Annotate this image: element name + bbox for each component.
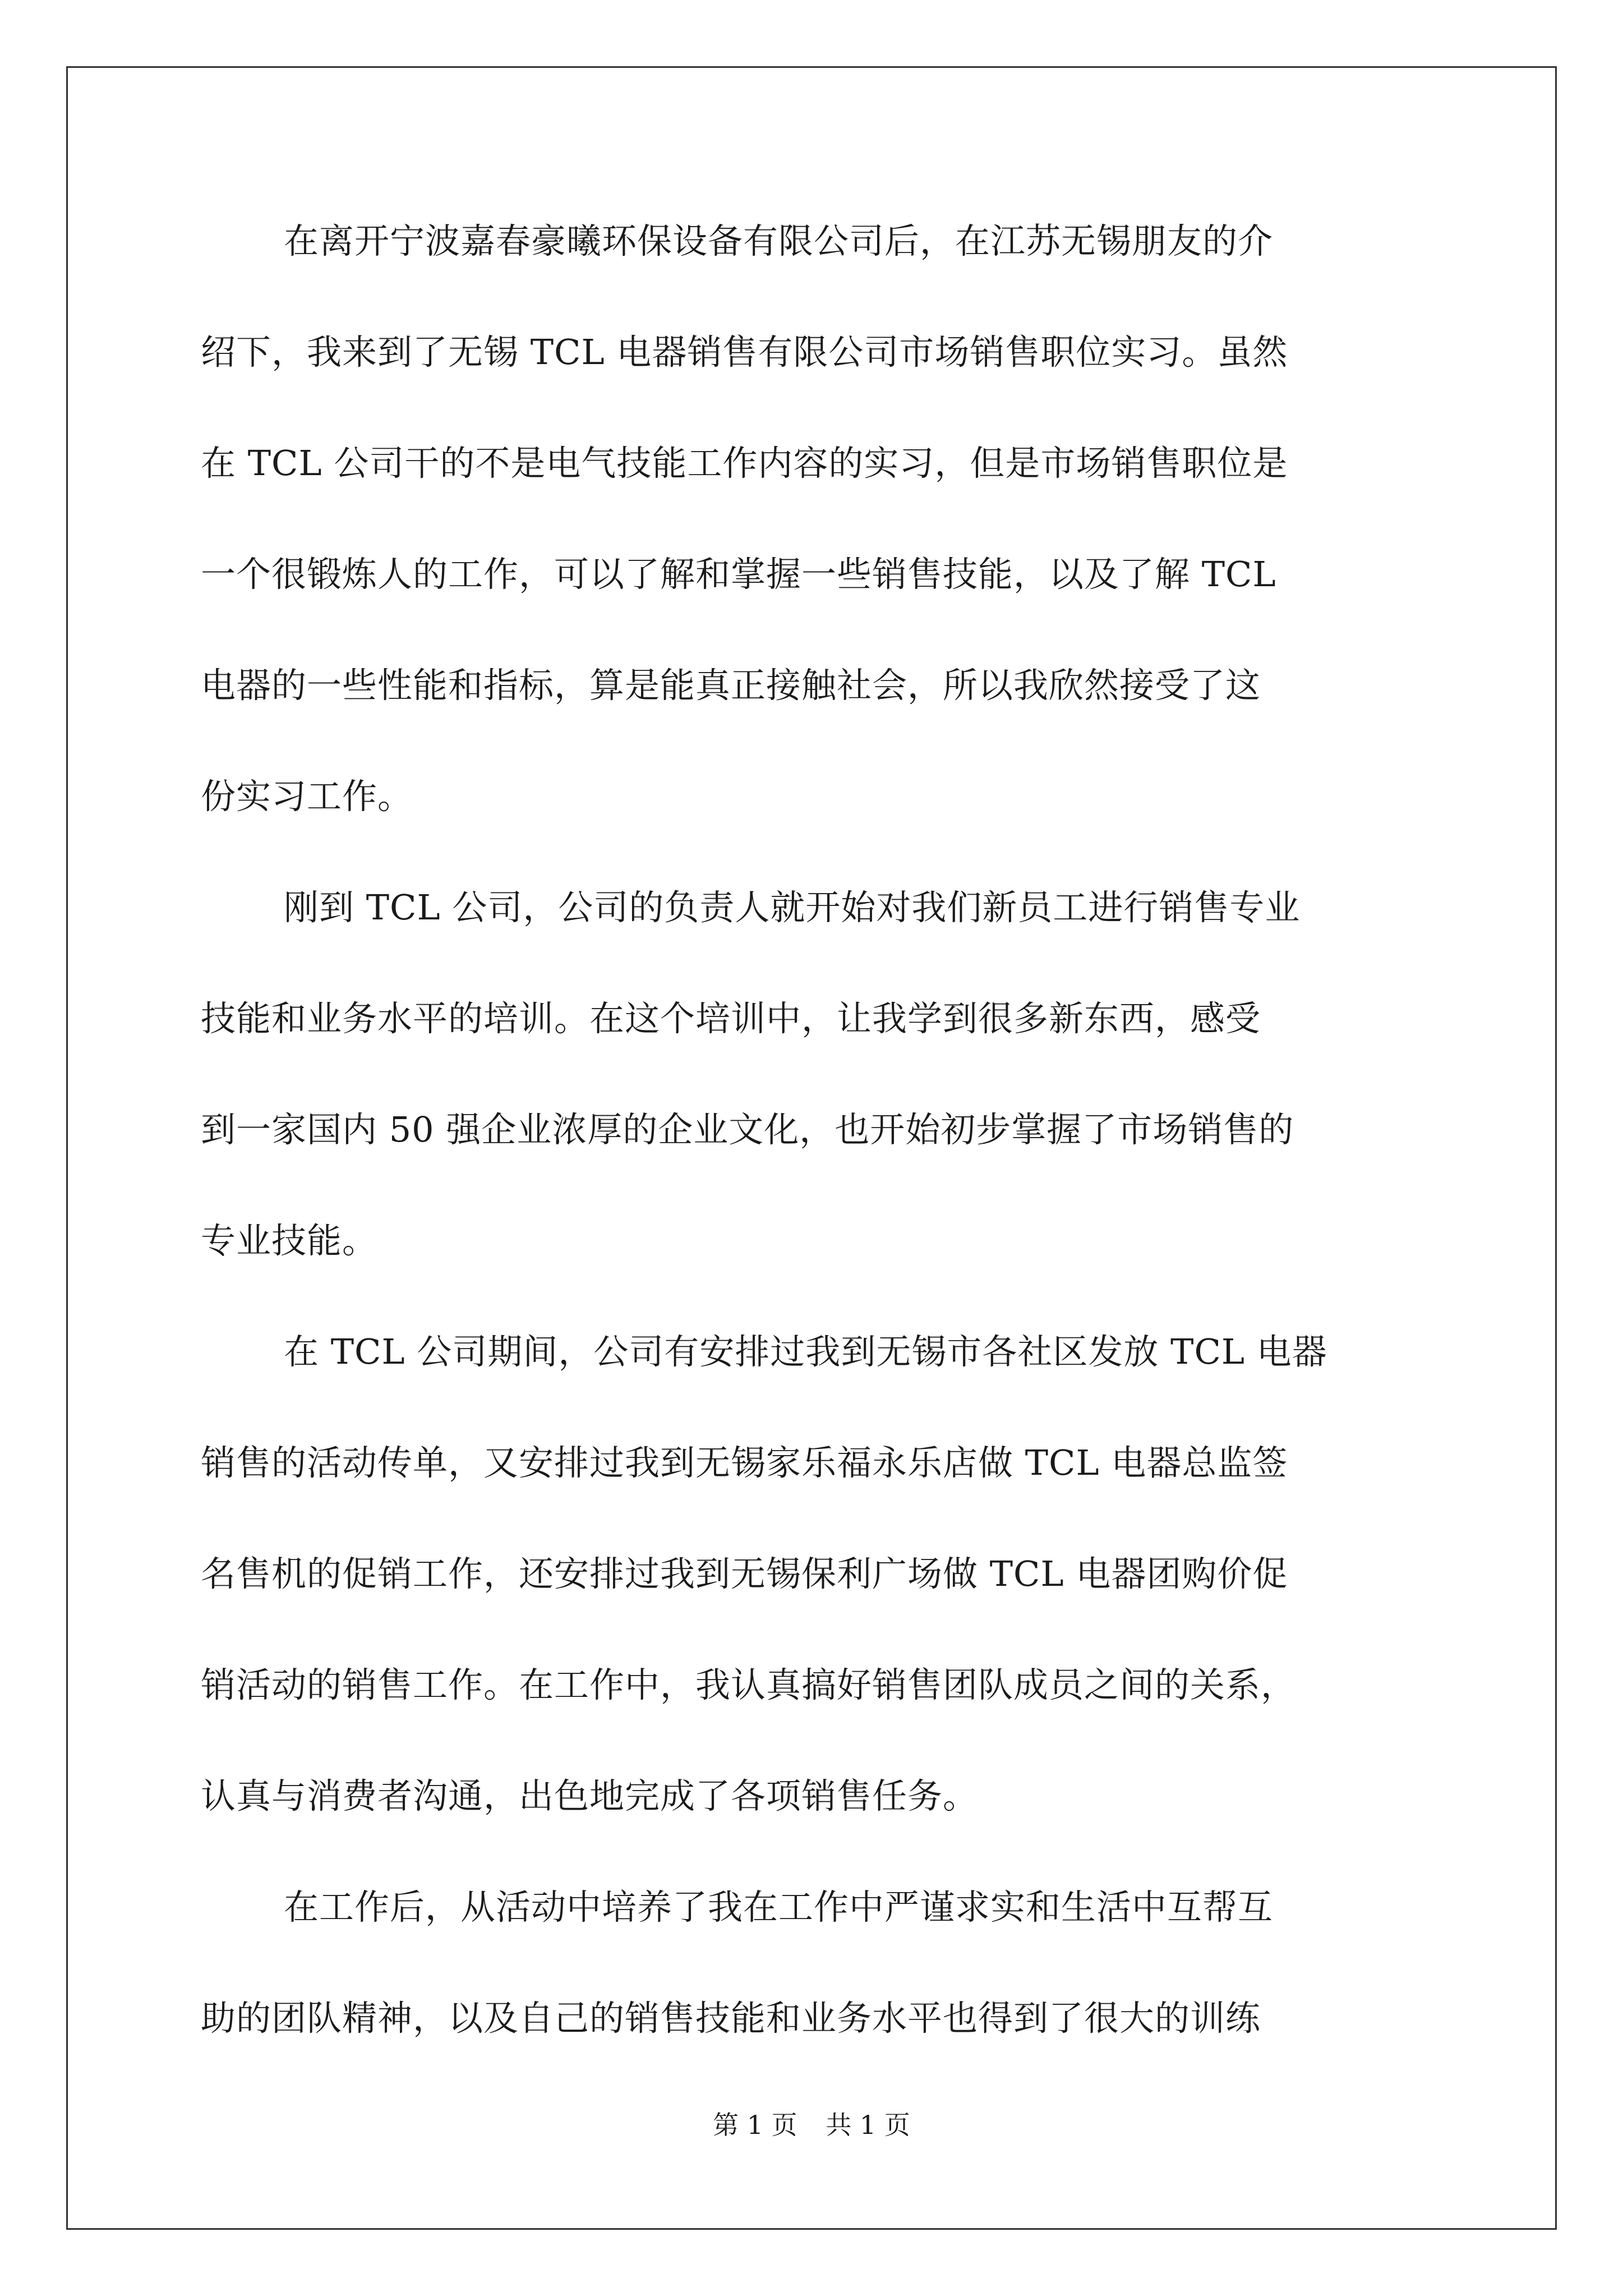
page-number-total: 共 1 页 [826, 2110, 910, 2140]
paragraph-3-line-5: 认真与消费者沟通，出色地完成了各项销售任务。 [201, 1775, 979, 1816]
paragraph-2-line-3: 到一家国内 50 强企业浓厚的企业文化，也开始初步掌握了市场销售的 [201, 1109, 1294, 1150]
paragraph-3-line-4: 销活动的销售工作。在工作中，我认真搞好销售团队成员之间的关系， [201, 1664, 1297, 1705]
paragraph-3-line-3: 名售机的促销工作，还安排过我到无锡保利广场做 TCL 电器团购价促 [201, 1553, 1288, 1594]
paragraph-4-line-1: 在工作后，从活动中培养了我在工作中严谨求实和生活中互帮互 [284, 1887, 1274, 1927]
paragraph-2-line-2: 技能和业务水平的培训。在这个培训中，让我学到很多新东西，感受 [201, 998, 1261, 1039]
paragraph-3-line-2: 销售的活动传单，又安排过我到无锡家乐福永乐店做 TCL 电器总监签 [201, 1442, 1288, 1483]
paragraph-1-line-2: 绍下，我来到了无锡 TCL 电器销售有限公司市场销售职位实习。虽然 [201, 332, 1288, 372]
paragraph-1-line-6: 份实习工作。 [201, 776, 413, 817]
paragraph-1-line-5: 电器的一些性能和指标，算是能真正接触社会，所以我欣然接受了这 [201, 665, 1261, 706]
paragraph-2-line-1: 刚到 TCL 公司，公司的负责人就开始对我们新员工进行销售专业 [284, 887, 1301, 928]
paragraph-1-line-3: 在 TCL 公司干的不是电气技能工作内容的实习，但是市场销售职位是 [201, 443, 1288, 484]
page-number-current: 第 1 页 [713, 2110, 797, 2140]
paragraph-1-line-1: 在离开宁波嘉春豪曦环保设备有限公司后，在江苏无锡朋友的介 [284, 220, 1274, 261]
paragraph-3-line-1: 在 TCL 公司期间，公司有安排过我到无锡市各社区发放 TCL 电器 [284, 1331, 1327, 1372]
paragraph-1-line-4: 一个很锻炼人的工作，可以了解和掌握一些销售技能，以及了解 TCL [201, 554, 1276, 595]
paragraph-2-line-4: 专业技能。 [201, 1220, 378, 1261]
paragraph-4-line-2: 助的团队精神，以及自己的销售技能和业务水平也得到了很大的训练 [201, 1998, 1261, 2039]
page-footer [0, 2108, 1623, 2142]
